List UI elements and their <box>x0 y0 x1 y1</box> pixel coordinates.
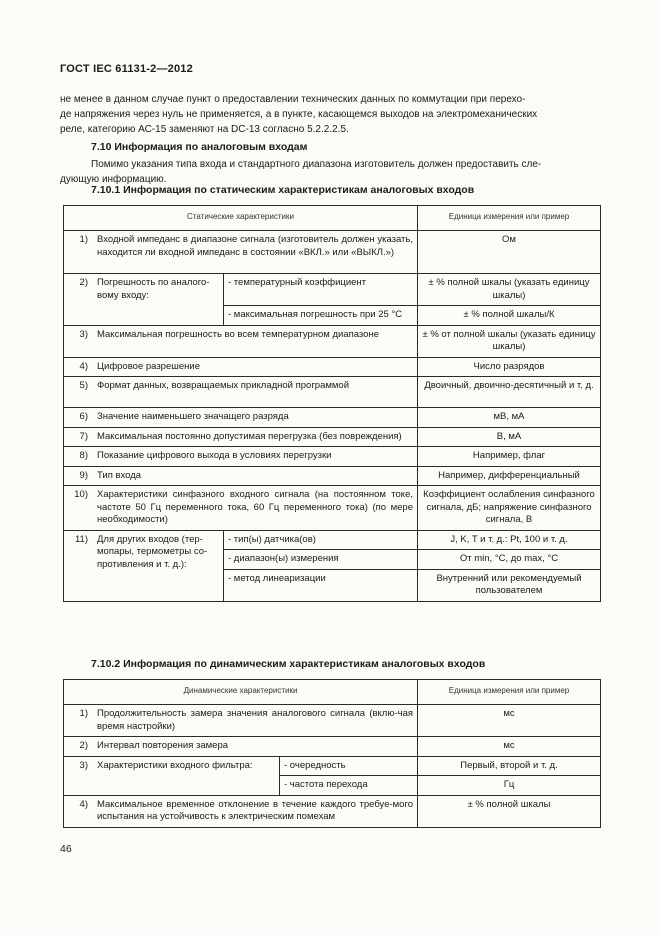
row-number: 10) <box>64 486 94 531</box>
text-line: дующую информацию. <box>60 174 167 185</box>
row-text: Продолжительность замера значения аналогового сигнала (вклю-чая время настройки) <box>93 705 418 737</box>
table-row <box>64 756 601 776</box>
row-unit: ± % полной шкалы (указать единицу шкалы) <box>418 274 601 306</box>
section-heading: 7.10 Информация по аналоговым входам <box>91 141 308 153</box>
row-number: 5) <box>64 377 94 408</box>
intro-paragraph <box>60 92 604 137</box>
row-subitem: - температурный коэффициент <box>224 274 418 306</box>
row-subitem: - тип(ы) датчика(ов) <box>224 530 418 550</box>
row-text: Максимальное временное отклонение в течение каждого требуе-мого испытания на устойчивость к электрическим помехам <box>93 795 418 827</box>
row-number: 4) <box>64 357 94 377</box>
row-text: Погрешность по аналого-вому входу: <box>93 274 224 326</box>
row-subitem: - максимальная погрешность при 25 °С <box>224 306 418 326</box>
table-row <box>64 427 601 447</box>
row-number: 6) <box>64 408 94 428</box>
section-paragraph <box>60 157 604 187</box>
row-unit: Гц <box>418 776 601 796</box>
table-header-row <box>64 206 601 231</box>
table-row <box>64 466 601 486</box>
row-text: Входной импеданс в диапазоне сигнала (изготовитель должен указать, находится ли входной импеданс в состоянии «ВКЛ.» или «ВЫКЛ.») <box>93 231 418 274</box>
row-text: Для других входов (тер-мопары, термометры со-противления и т. д.): <box>93 530 224 601</box>
table-row <box>64 530 601 550</box>
static-characteristics-table <box>63 205 601 602</box>
row-number: 3) <box>64 756 94 795</box>
row-number: 4) <box>64 795 94 827</box>
row-unit: ± % от полной шкалы (указать единицу шкалы) <box>418 325 601 357</box>
row-unit: Двоичный, двоично-десятичный и т. д. <box>418 377 601 408</box>
row-unit: Например, дифференциальный <box>418 466 601 486</box>
row-unit: мВ, мА <box>418 408 601 428</box>
row-subitem: - метод линеаризации <box>224 569 418 601</box>
row-unit: мс <box>418 705 601 737</box>
table-row <box>64 357 601 377</box>
row-unit: От min, °С, до max, °С <box>418 550 601 570</box>
text-line: не менее в данном случае пункт о предоставлении технических данных по коммутации при перехо- <box>60 94 526 105</box>
row-text: Интервал повторения замера <box>93 737 418 757</box>
table-row <box>64 377 601 408</box>
text-line: де напряжения через нуль не применяется, а в пункте, касающемся выходов на электромеханических <box>60 109 538 120</box>
column-header: Единица измерения или пример <box>418 206 601 231</box>
row-number: 1) <box>64 231 94 274</box>
row-unit: J, K, T и т. д.: Pt, 100 и т. д. <box>418 530 601 550</box>
column-header: Статические характеристики <box>64 206 418 231</box>
row-unit: Коэффициент ослабления синфазного сигнала, дБ; напряжение синфазного сигнала, В <box>418 486 601 531</box>
row-unit: ± % полной шкалы/К <box>418 306 601 326</box>
row-unit: ± % полной шкалы <box>418 795 601 827</box>
table-row <box>64 795 601 827</box>
row-unit: Число разрядов <box>418 357 601 377</box>
row-text: Характеристики синфазного входного сигнала (на постоянном токе, частоте 50 Гц переменного тока, 60 Гц переменного тока) (по мере необходимости) <box>93 486 418 531</box>
table-row <box>64 447 601 467</box>
table-row <box>64 325 601 357</box>
table-row <box>64 705 601 737</box>
document-header: ГОСТ IEC 61131-2—2012 <box>60 63 193 75</box>
table-row <box>64 486 601 531</box>
column-header: Динамические характеристики <box>64 680 418 705</box>
row-subitem: - частота перехода <box>280 776 418 796</box>
row-text: Максимальная погрешность во всем температурном диапазоне <box>93 325 418 357</box>
row-text: Формат данных, возвращаемых прикладной программой <box>93 377 418 408</box>
page-number: 46 <box>60 843 72 855</box>
row-unit: Внутренний или рекомендуемый пользователем <box>418 569 601 601</box>
row-unit: Например, флаг <box>418 447 601 467</box>
row-unit: мс <box>418 737 601 757</box>
row-subitem: - диапазон(ы) измерения <box>224 550 418 570</box>
table-row <box>64 737 601 757</box>
row-text: Максимальная постоянно допустимая перегрузка (без повреждения) <box>93 427 418 447</box>
row-unit: Ом <box>418 231 601 274</box>
row-number: 8) <box>64 447 94 467</box>
row-subitem: - очередность <box>280 756 418 776</box>
row-text: Тип входа <box>93 466 418 486</box>
row-number: 3) <box>64 325 94 357</box>
row-number: 2) <box>64 274 94 326</box>
text-line: реле, категорию АС-15 заменяют на DC-13 согласно 5.2.2.2.5. <box>60 124 349 135</box>
subsection-heading: 7.10.2 Информация по динамическим характеристикам аналоговых входов <box>91 658 486 670</box>
row-text: Цифровое разрешение <box>93 357 418 377</box>
row-unit: В, мА <box>418 427 601 447</box>
row-number: 11) <box>64 530 94 601</box>
row-text: Характеристики входного фильтра: <box>93 756 280 795</box>
table-row <box>64 408 601 428</box>
subsection-heading: 7.10.1 Информация по статическим характеристикам аналоговых входов <box>91 184 475 196</box>
row-unit: Первый, второй и т. д. <box>418 756 601 776</box>
dynamic-characteristics-table <box>63 679 601 828</box>
row-number: 2) <box>64 737 94 757</box>
row-number: 1) <box>64 705 94 737</box>
row-number: 7) <box>64 427 94 447</box>
row-number: 9) <box>64 466 94 486</box>
row-text: Значение наименьшего значащего разряда <box>93 408 418 428</box>
table-header-row <box>64 680 601 705</box>
text-line: Помимо указания типа входа и стандартного диапазона изготовитель должен предоставить сле- <box>91 159 542 170</box>
column-header: Единица измерения или пример <box>418 680 601 705</box>
table-row <box>64 231 601 274</box>
row-text: Показание цифрового выхода в условиях перегрузки <box>93 447 418 467</box>
table-row <box>64 274 601 306</box>
